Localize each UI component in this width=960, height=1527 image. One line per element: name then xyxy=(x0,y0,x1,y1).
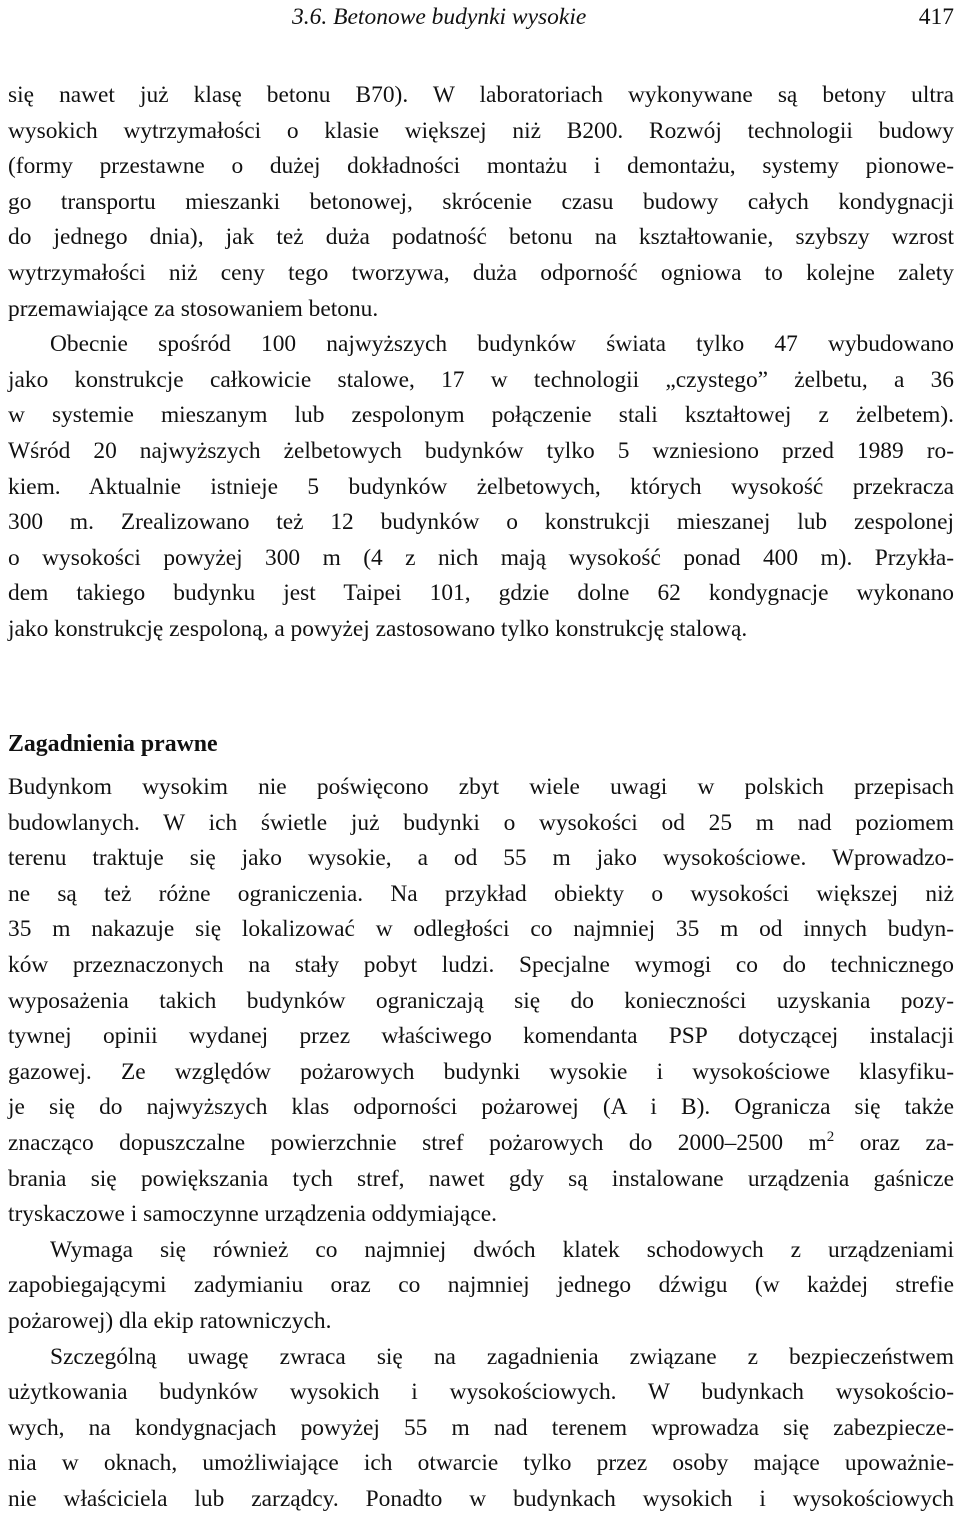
text-line: wysokich wytrzymałości o klasie większej niż B200. Rozwój technologii budowy xyxy=(8,117,954,144)
text-line: jako konstrukcję zespoloną, a powyżej zastosowano tylko konstrukcję stalową. xyxy=(8,615,748,642)
text-line: wyposażenia takich budynków ograniczają się do konieczności uzyskania pozy- xyxy=(8,987,954,1014)
running-title: 3.6. Betonowe budynki wysokie xyxy=(292,4,587,30)
text-line: brania się powiększania tych stref, nawet gdy są instalowane urządzenia gaśnicze xyxy=(8,1165,954,1192)
body-paragraphs-2 xyxy=(8,770,954,1517)
area-text: znacząco dopuszczalne powierzchnie stref pożarowych do 2000–2500 m xyxy=(8,1129,827,1156)
text-line: użytkowania budynków wysokich i wysokościowych. W budynkach wysokościo- xyxy=(8,1379,954,1406)
text-line: budowlanych. W ich świetle już budynki o wysokości od 25 m nad poziomem xyxy=(8,809,954,836)
text-line-with-superscript xyxy=(8,1126,954,1162)
text-line: do jednego dnia), jak też duża podatność betonu na kształtowanie, szybszy wzrost xyxy=(8,224,954,251)
area-tail: oraz za- xyxy=(834,1129,954,1156)
text-line: ków przeznaczonych na stały pobyt ludzi. Specjalne wymogi co do technicznego xyxy=(8,951,954,978)
text-line: gazowej. Ze względów pożarowych budynki wysokie i wysokościowe klasyfiku- xyxy=(8,1058,954,1085)
text-line: w systemie mieszanym lub zespolonym połączenie stali kształtowej z żelbetem). xyxy=(8,402,954,429)
text-line: zapobiegającymi zadymianiu oraz co najmniej jednego dźwigu (w każdej strefie xyxy=(8,1272,954,1299)
text-line: się nawet już klasę betonu B70). W laboratoriach wykonywane są betony ultra xyxy=(8,82,954,108)
text-line: je się do najwyższych klas odporności pożarowej (A i B). Ogranicza się także xyxy=(8,1094,954,1121)
text-line: wych, na kondygnacjach powyżej 55 m nad terenem wprowadza się zabezpiecze- xyxy=(8,1414,954,1441)
text-line: tryskaczowe i samoczynne urządzenia oddymiające. xyxy=(8,1201,498,1228)
text-line: przemawiające za stosowaniem betonu. xyxy=(8,295,379,322)
text-line: tywnej opinii wydanej przez właściwego komendanta PSP dotyczącej instalacji xyxy=(8,1023,954,1050)
text-line: o wysokości powyżej 300 m (4 z nich mają wysokość ponad 400 m). Przykła- xyxy=(8,544,954,571)
text-line: go transportu mieszanki betonowej, skrócenie czasu budowy całych kondygnacji xyxy=(8,188,954,215)
text-line: jako konstrukcje całkowicie stalowe, 17 w technologii „czystego” żelbetu, a 36 xyxy=(8,366,954,393)
text-line: Budynkom wysokim nie poświęcono zbyt wiele uwagi w polskich przepisach xyxy=(8,774,954,800)
text-line: Szczególną uwagę zwraca się na zagadnienia związane z bezpieczeństwem xyxy=(50,1343,954,1370)
text-line: dem takiego budynku jest Taipei 101, gdzie dolne 62 kondygnacje wykonano xyxy=(8,580,954,607)
section-heading: Zagadnienia prawne xyxy=(8,731,218,757)
text-line: 300 m. Zrealizowano też 12 budynków o konstrukcji mieszanej lub zespolonej xyxy=(8,509,954,536)
text-line: nia w oknach, umożliwiające ich otwarcie tylko przez osoby mające upoważnie- xyxy=(8,1450,954,1477)
body-paragraphs-1 xyxy=(8,78,954,648)
text-line: terenu traktuje się jako wysokie, a od 55 m jako wysokościowe. Wprowadzo- xyxy=(8,845,954,872)
text-line: Wśród 20 najwyższych żelbetowych budynków tylko 5 wzniesiono przed 1989 ro- xyxy=(8,437,954,464)
text-line: 35 m nakazuje się lokalizować w odległości co najmniej 35 m od innych budyn- xyxy=(8,916,954,943)
text-line: ne są też różne ograniczenia. Na przykład obiekty o wysokości większej niż xyxy=(8,880,954,907)
page-number: 417 xyxy=(918,4,954,30)
text-line: wytrzymałości niż ceny tego tworzywa, duża odporność ogniowa to kolejne zalety xyxy=(8,259,954,286)
text-line: kiem. Aktualnie istnieje 5 budynków żelbetowych, których wysokość przekracza xyxy=(8,473,954,500)
text-line: pożarowej) dla ekip ratowniczych. xyxy=(8,1307,332,1334)
text-line: Obecnie spośród 100 najwyższych budynków świata tylko 47 wybudowano xyxy=(50,331,954,358)
text-line: nie właściciela lub zarządcy. Ponadto w budynkach wysokich i wysokościowych xyxy=(8,1485,954,1512)
text-line: Wymaga się również co najmniej dwóch klatek schodowych z urządzeniami xyxy=(50,1236,954,1263)
page-header xyxy=(8,0,954,40)
area-superscript: 2 xyxy=(826,1128,835,1145)
text-line: (formy przestawne o dużej dokładności montażu i demontażu, systemy pionowe- xyxy=(8,153,954,180)
